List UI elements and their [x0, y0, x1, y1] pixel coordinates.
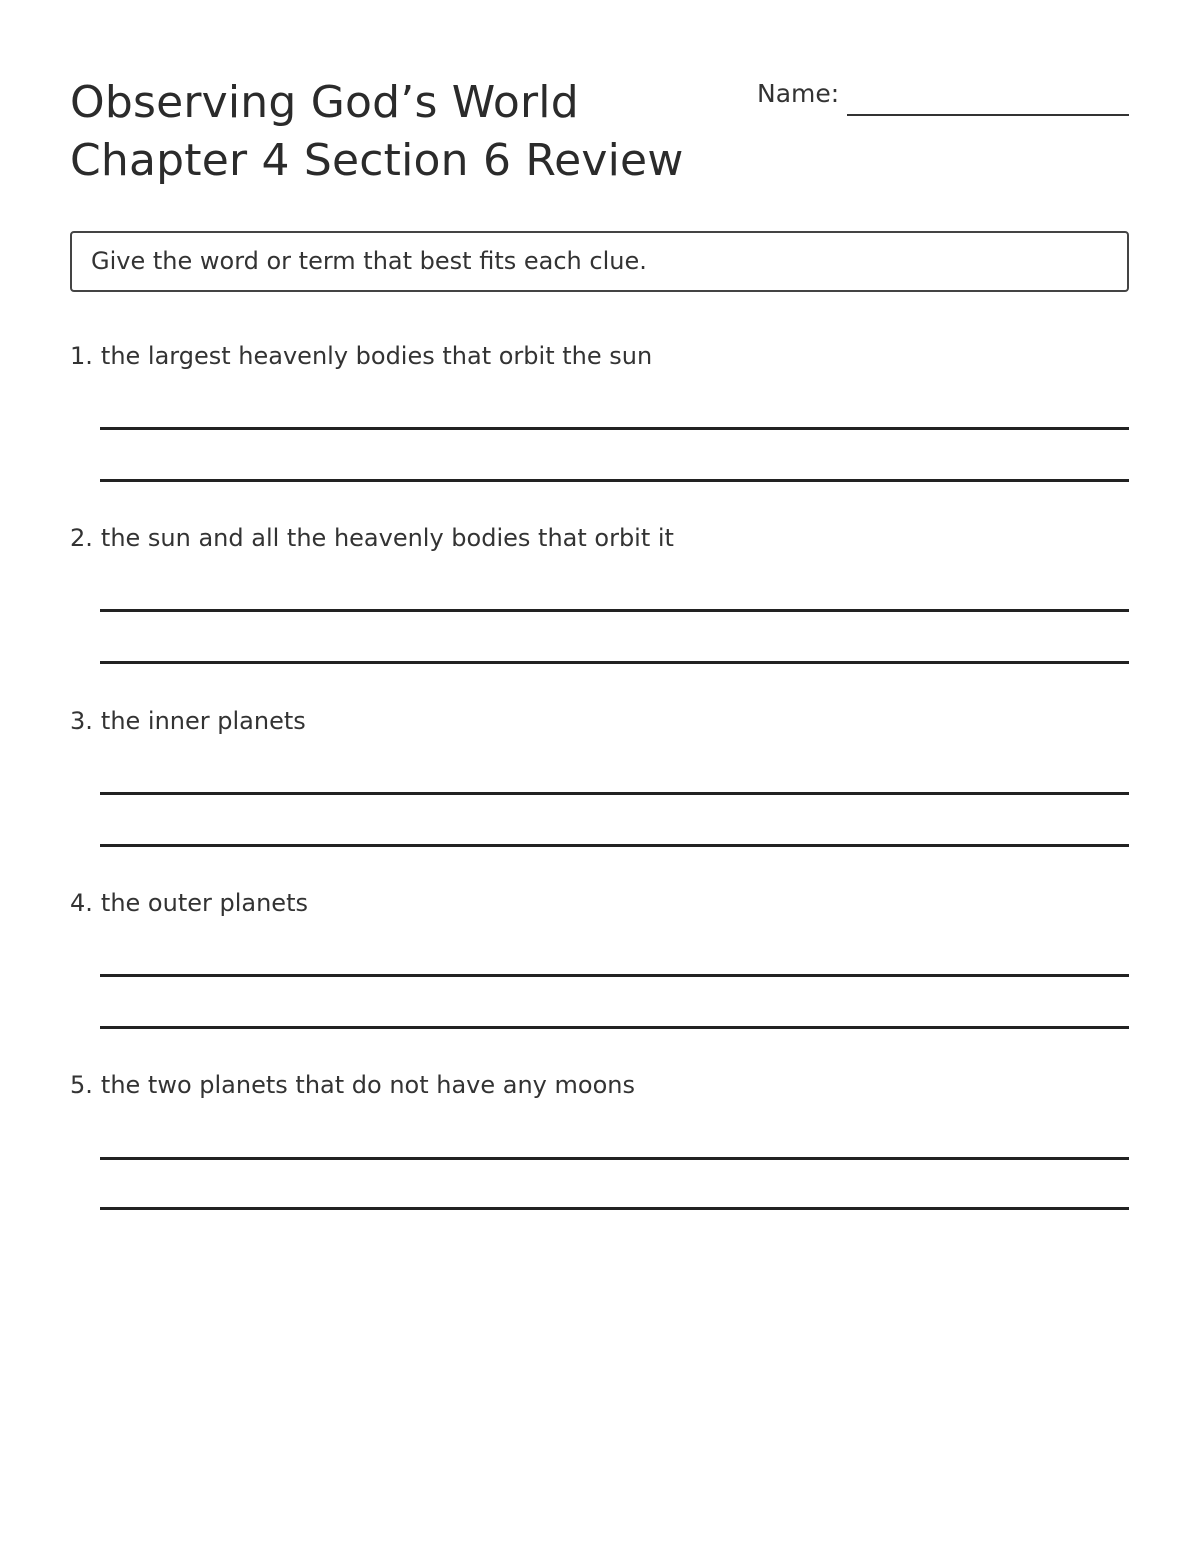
question-5: [70, 1069, 1130, 1101]
question-clue: the sun and all the heavenly bodies that orbit it: [100, 524, 674, 552]
question-number: 2.: [70, 524, 93, 552]
answer-line[interactable]: [100, 427, 1129, 430]
answer-line[interactable]: [100, 844, 1129, 847]
question-1: [70, 340, 1130, 372]
question-clue: the two planets that do not have any moons: [100, 1071, 635, 1099]
question-text: [70, 340, 1130, 372]
title-line-2: Chapter 4 Section 6 Review: [70, 135, 684, 186]
question-text: [70, 522, 1130, 554]
answer-line[interactable]: [100, 792, 1129, 795]
answer-line[interactable]: [100, 1157, 1129, 1160]
worksheet-title: [70, 74, 684, 190]
question-clue: the largest heavenly bodies that orbit the sun: [100, 342, 653, 370]
question-clue: the inner planets: [100, 707, 306, 735]
question-text: [70, 1069, 1130, 1101]
question-number: 1.: [70, 342, 93, 370]
question-clue: the outer planets: [100, 889, 308, 917]
answer-line[interactable]: [100, 1207, 1129, 1210]
question-4: [70, 887, 1130, 919]
question-3: [70, 705, 1130, 737]
question-text: [70, 887, 1130, 919]
title-line-1: Observing God’s World: [70, 77, 579, 128]
question-2: [70, 522, 1130, 554]
question-number: 3.: [70, 707, 93, 735]
answer-line[interactable]: [100, 1026, 1129, 1029]
answer-line[interactable]: [100, 609, 1129, 612]
question-number: 5.: [70, 1071, 93, 1099]
name-answer-line[interactable]: [847, 114, 1129, 116]
answer-line[interactable]: [100, 479, 1129, 482]
instructions-box: Give the word or term that best fits each clue.: [70, 231, 1129, 292]
name-label: Name:: [757, 79, 840, 108]
answer-line[interactable]: [100, 974, 1129, 977]
question-number: 4.: [70, 889, 93, 917]
question-text: [70, 705, 1130, 737]
answer-line[interactable]: [100, 661, 1129, 664]
